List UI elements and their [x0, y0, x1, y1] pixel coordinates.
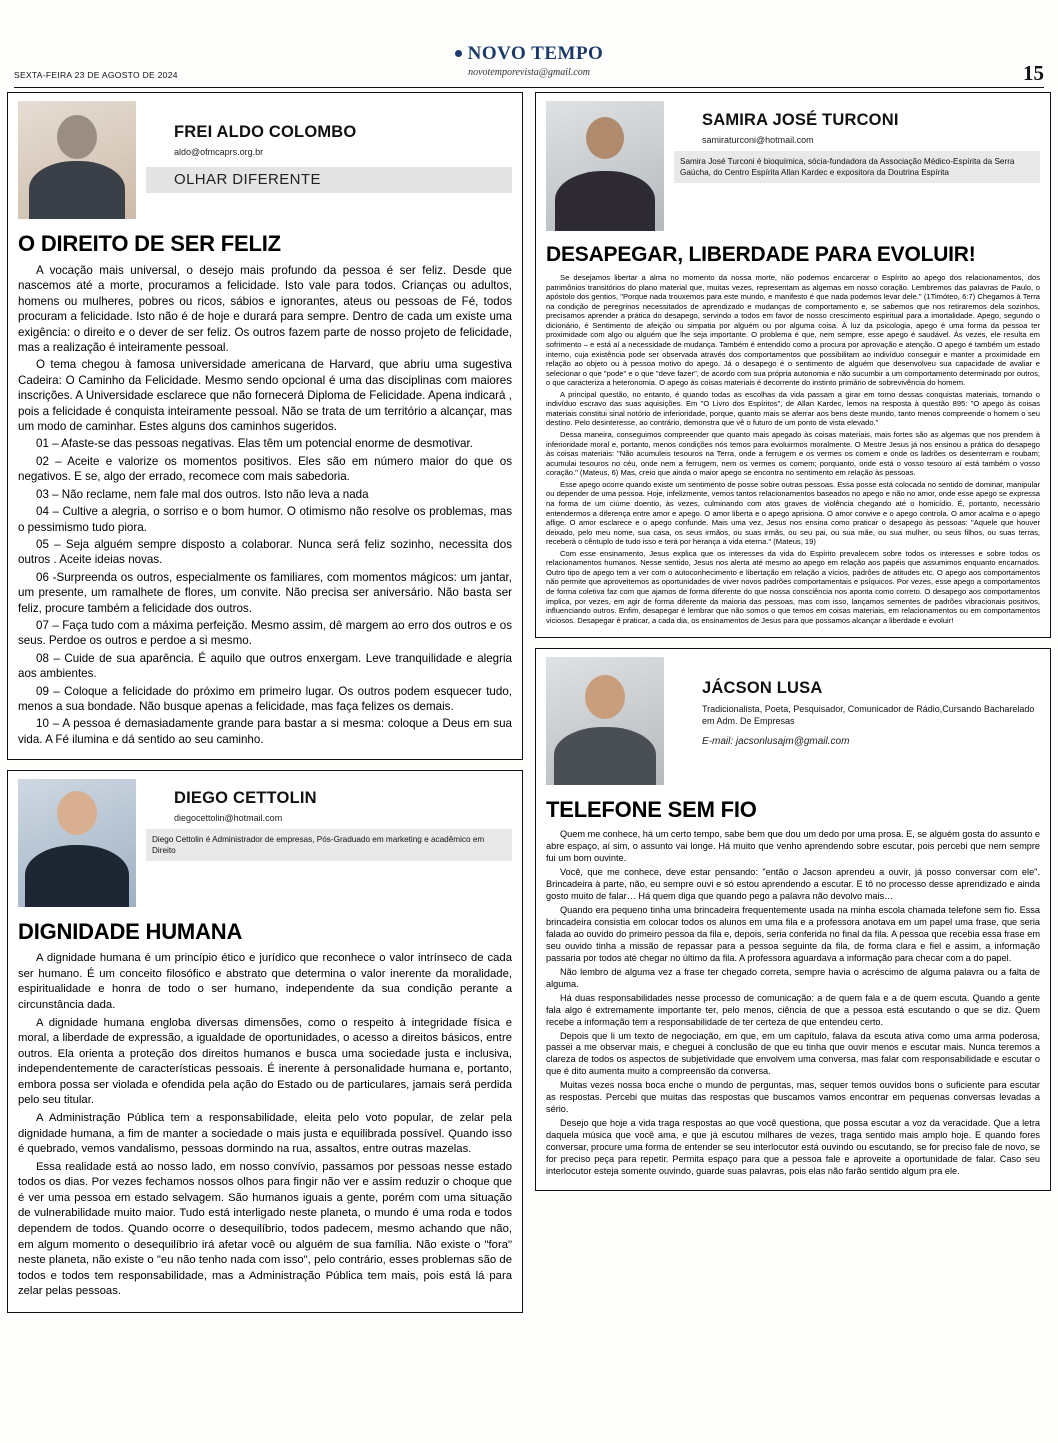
masthead-title-row	[14, 44, 1044, 64]
paragraph: A dignidade humana é um princípio ético e jurídico que reconhece o valor intrínseco de cada ser humano. É um conceito filosófico e abstrato que determina o valor inerente da moralidade, espiritualidade e honra de todo o ser humano, independente da sua condição perante a circunstância dada.	[18, 952, 512, 1011]
paragraph: 10 – A pessoa é demasiadamente grande para bastar a si mesma: coloque a Deus em sua vida. A Fé ilumina e dá sentido ao seu caminho.	[18, 717, 512, 746]
article-turconi	[535, 92, 1051, 638]
author-email: aldo@ofmcaprs.org.br	[174, 147, 264, 157]
author-photo-lusa	[546, 657, 664, 785]
author-info-lusa	[674, 657, 1040, 752]
paragraph: 08 – Cuide de sua aparência. É aquilo que outros enxergam. Leve tranquilidade e alegria aos ambientes.	[18, 651, 512, 681]
masthead-center	[14, 0, 1044, 78]
author-block-cettolin	[18, 779, 512, 907]
article-body-turconi	[546, 273, 1040, 625]
paragraph: Se desejamos libertar a alma no momento da nossa morte, não podemos encarcerar o Espírito ao apego dos relacionamentos, dos patrimônios transitórios do plano material que, muitas vezes, representam as algemas em nosso coração. Lembremos das palavras de Paulo, o apóstolo dos gentios, "Porque nada trouxemos para este mundo, e manifesto é que nada podemos levar dele." (1Timóteo, 6:7) Chegamos à Terra na condição de peregrinos necessitados de aprendizado e mudanças de comportamento e, se sabemos que nos retiraremos dela sozinhos, precisamos aprender a prática do desapego, servindo a todos em favor de nosso crescimento espiritual para a imortalidade. Apego, segundo o dicionário, é Sentimento de afeição ou simpatia por alguém ou por alguma coisa. À luz da psicologia, apego é uma forma da pessoa ter proximidade com algo ou alguém que lhe seja importante. O problema é que, nem sempre, esse apego é saudável. Às vezes, ele resulta em sofrimento – e está aí a necessidade de mudança. Também é entendido como a procura por aprovação e atenção. O apego é também um estado interno, cuja existência pode ser observada através dos comportamentos que possibilitam ao indivíduo conseguir e manter a proximidade em relação ao objeto ou à pessoa motivo do apego. Já o desapego é o sentimento de alguém que desenvolveu sua capacidade de avaliar e selecionar o que "pode" e o que "deve fazer", de acordo com sua própria autonomia e não sucumbir a um comportamento determinado por outros, o que caracteriza a heteronomia. O apego às coisas materiais é decorrente do instinto primário de sobrevivência do homem.	[546, 273, 1040, 388]
publication-title: NOVO TEMPO	[467, 43, 604, 64]
paragraph: A vocação mais universal, o desejo mais profundo da pessoa é ser feliz. Desde que nascemos até a morte, procuramos a felicidade. Isto vale para todos. Crianças ou adultos, homens ou mulheres, pobres ou ricos, sábios e ignorantes, ateus ou pessoas de Fé, todos procuram a felicidade. Isto não é de hoje e durará para sempre. Dentro de cada um existe uma exigência: o direito e o dever de ser feliz. Os outros fazem parte de nosso projeto de felicidade, mas a realização é inteiramente pessoal.	[18, 264, 512, 355]
author-bio: Diego Cettolin é Administrador de empresas, Pós-Graduado em marketing e acadêmico em Direito	[146, 829, 512, 861]
author-block-turconi	[546, 101, 1040, 231]
paragraph: Você, que me conhece, deve estar pensando: "então o Jacson aprendeu a ouvir, já posso conversar com ele". Brincadeira à parte, não, eu sempre ouvi e só estou aprendendo a escutar. E tô no processo desse aprendizado e ainda gosto muito de falar… Há quem diga que quando pego a palavra não devolvo mais…	[546, 867, 1040, 902]
author-email: samiraturconi@hotmail.com	[702, 135, 814, 145]
masthead	[0, 0, 1058, 92]
left-column	[7, 92, 523, 1323]
article-headline: DIGNIDADE HUMANA	[18, 919, 243, 945]
paragraph: 02 – Aceite e valorize os momentos positivos. Eles são em número maior do que os negativos. E se, algo der errado, recomece com mais sabedoria.	[18, 454, 512, 484]
article-headline: TELEFONE SEM FIO	[546, 797, 757, 823]
author-photo-cettolin	[18, 779, 136, 907]
paragraph: Muitas vezes nossa boca enche o mundo de perguntas, mas, sequer temos ouvidos bons o suficiente para escutar as respostas. Percebi que muitas das respostas que buscamos vamos encontrar em pequenas conversas levadas a sério.	[546, 1080, 1040, 1115]
author-email: E-mail: jacsonlusajm@gmail.com	[702, 735, 850, 747]
paragraph: Quem me conhece, há um certo tempo, sabe bem que dou um dedo por uma prosa. E, se alguém gosta do assunto e abre espaço, aí sim, o assunto vai longe. Há muito que venho aprendendo sobre escutar, pois percebi que nem sempre fui um bom ouvinte.	[546, 829, 1040, 864]
author-name: FREI ALDO COLOMBO	[174, 123, 357, 141]
author-email: diegocettolin@hotmail.com	[174, 813, 283, 824]
paragraph: 09 – Coloque a felicidade do próximo em primeiro lugar. Os outros podem esquecer tudo, menos a sua bondade. Não busque apenas a felicidade, mas faça felizes os demais.	[18, 684, 512, 713]
article-colombo	[7, 92, 523, 760]
paragraph: 01 – Afaste-se das pessoas negativas. Elas têm um potencial enorme de desmotivar.	[36, 437, 473, 451]
article-body-lusa	[546, 829, 1040, 1178]
author-bio: Samira José Turconi é bioquímica, sócia-fundadora da Associação Médico-Espírita da Serra Gaúcha, do Centro Espírita Allan Kardec e expositora da Doutrina Espírita	[674, 151, 1040, 183]
author-photo-colombo	[18, 101, 136, 219]
paragraph: Há duas responsabilidades nesse processo de comunicação: a de quem fala e a de quem escuta. Quando a gente fala algo é extremamente importante ter, pelo menos, ciência de que a pessoa está escutando o que se diz. Quem recebe a informação tem a responsabilidade de ter certeza de que entendeu certo.	[546, 992, 1040, 1027]
paragraph: A principal questão, no entanto, é quando todas as escolhas da vida passam a girar em torno dessas conquistas materiais, tornando o indivíduo escravo das suas aquisições. Em "O Livro dos Espíritos", de Allan Kardec, lemos na resposta à questão 895: "O apego às coisas materiais constitui sinal notório de inferioridade, porque, quanto mais se aferrar aos bens deste mundo, tanto menos compreende o homem o seu destino. Pelo desinteresse, ao contrário, demonstra que vê o futuro de um ponto de vista elevado."	[546, 389, 1040, 428]
paragraph: Não lembro de alguma vez a frase ter chegado correta, sempre havia o acréscimo de alguma palavra ou a falta de alguma.	[546, 966, 1040, 989]
paragraph: Quando era pequeno tinha uma brincadeira frequentemente usada na minha escola chamada telefone sem fio. Essa brincadeira consistia em colocar todos os alunos em uma fila e a professora anotava em um papel uma frase, que seria falada ao ouvido do primeiro pessoa da fila e, depois, seria conferida no final da fila. A pessoa que recebia essa frase em seu ouvido tinha a missão de repassar para a pessoa seguinte da fila, de forma clara e fiel e assim, a informação passaria por todos até chegar no último da fila. A professora aguardava a informação para checar com a do papel.	[546, 904, 1040, 963]
article-body-cettolin	[18, 951, 512, 1300]
author-photo-turconi	[546, 101, 664, 231]
article-lusa	[535, 648, 1051, 1191]
paragraph: A dignidade humana engloba diversas dimensões, como o respeito à integridade física e moral, a liberdade de expressão, a igualdade de oportunidades, o acesso a direitos básicos, entre outros. Ela orienta a proteção dos direitos humanos e busca uma sociedade justa e inclusiva, independentemente de características pessoais. É inerente à personalidade humana e, portanto, embora possa ser violada e ofendida pela ação do Estado ou de particulares, jamais será perdida pelo seu titular.	[18, 1016, 512, 1107]
author-block-colombo	[18, 101, 512, 219]
article-body-colombo	[18, 263, 512, 747]
page-number: 15	[1023, 61, 1044, 85]
paragraph: 03 – Não reclame, nem fale mal dos outros. Isto não leva a nada	[36, 487, 369, 501]
section-label: OLHAR DIFERENTE	[146, 167, 512, 193]
author-name: SAMIRA JOSÉ TURCONI	[702, 111, 899, 129]
paragraph: Esse apego ocorre quando existe um sentimento de posse sobre outras pessoas. Essa posse está colocada no sentido de dominar, manipular ou depender de uma pessoa. Hoje, infelizmente, vemos tantos relacionamentos baseados no apego e não no amor, onde esse apego se expressa na forma de um ciúme doentio, às vezes, culminando com atos graves de violência chegando até o homicídio. É, portanto, necessário entendermos a diferença entre amor e apego. O amor liberta e o apego aprisiona. O amor convive e o apego controla. O amor acalma e o apego aflige. O amor esclarece e o apego confunde. Mais uma vez, Jesus nos ensina como praticar o desapego às pessoas: "Aquele que houver deixado, pelo meu nome, sua casa, os seus irmãos, ou suas irmãs, ou seu pai, ou sua mãe, ou sua mulher, ou seus filhos, ou suas terras, receberá o cêntuplo de tudo isso e terá por herança a vida eterna." (Mateus, 19)	[546, 479, 1040, 547]
paragraph: 06 -Surpreenda os outros, especialmente os familiares, com momentos mágicos: um jantar, um presente, um ramalhete de flores, um convite. Não precisa ser aniversário. Não basta ser feliz, procure também a felicidade dos outros.	[18, 570, 512, 615]
paragraph: 07 – Faça tudo com a máxima perfeição. Mesmo assim, dê margem ao erro dos outros e os seus. Perdoe os outros e perdoe a si mesmo.	[18, 618, 512, 648]
paragraph: A Administração Pública tem a responsabilidade, eleita pelo voto popular, de zelar pela dignidade humana, a fim de manter a sociedade o mais justa e equilibrada possível. Quando isso é quebrado, vemos vandalismo, pessoas dormindo na rua, assaltos, entre outras mazelas.	[18, 1111, 512, 1156]
page-grid	[0, 92, 1058, 1323]
publication-email: novotemporevista@gmail.com	[468, 67, 590, 78]
article-headline: O DIREITO DE SER FELIZ	[18, 231, 281, 256]
author-block-lusa	[546, 657, 1040, 785]
author-info-turconi	[674, 101, 1040, 183]
issue-date: SEXTA-FEIRA 23 DE AGOSTO DE 2024	[14, 70, 178, 80]
author-info-cettolin	[146, 779, 512, 861]
author-name: JÁCSON LUSA	[702, 679, 823, 698]
author-name: DIEGO CETTOLIN	[174, 789, 317, 808]
article-cettolin	[7, 770, 523, 1313]
paragraph: Essa realidade está ao nosso lado, em nosso convívio, passamos por pessoas nesse estado todos os dias. Por vezes fechamos nossos olhos para fingir não ver e assim reduzir o choque que é ver uma pessoa em estado selvagem. São humanos iguais a gente, porém com uma situação de vulnerabilidade muito maior. Tudo está interligado neste planeta, o mundo é uma roda e todos dependem de todos. Quando ocorre o desequilíbrio, todos padecem, mesmo achando que não, em algum momento o desequilíbrio irá afetar você ou alguém de sua família. Não existe o "fora" neste planeta, não existe o "eu não tenho nada com isso", pelo contrário, esses problemas são de todos e todos tem responsabilidade, mas a Administração Pública tem mais, pois está lá para zelar pelas pessoas.	[18, 1160, 512, 1298]
paragraph: Com esse ensinamento, Jesus explica que os interesses da vida do Espírito prevalecem sobre todos os interesses e sobre todos os relacionamentos humanos. Nesse sentido, Jesus nos alerta até mesmo ao apego em relação aos papéis que assumimos enquanto encarnados. Outro tipo de apego tem a ver com o autoconhecimento e libertação em relação a vícios, padrões de atitudes etc. O apego aos comportamentos não permite que aproveitemos as oportunidades de viver novos padrões comportamentais e psíquicos. Por vezes, esse apego a comportamentos de forma coletiva faz com que ajamos de forma diferente do que nossa consciência nos aponta como correto. O desapego aos comportamentos implica, por vezes, em agir de forma diferente da maioria das pessoas, mas com isso, lançamos sementes de padrões vibracionais positivos, influenciando outros. Enfim, desapegar é lembrar que não somos o que temos em coisas materiais, em relacionamentos ou em comportamentos viciosos. Desapegar é praticar, a cada dia, os ensinamentos de Jesus para que possamos alcançar a liberdade e evoluir!	[546, 548, 1040, 625]
article-headline: DESAPEGAR, LIBERDADE PARA EVOLUIR!	[546, 243, 976, 266]
author-bio: Tradicionalista, Poeta, Pesquisador, Comunicador de Rádio,Cursando Bacharelado em Adm. De Empresas	[702, 704, 1035, 727]
paragraph: 04 – Cultive a alegria, o sorriso e o bom humor. O otimismo não resolve os problemas, mas o pessimismo tudo piora.	[18, 505, 512, 534]
paragraph: O tema chegou à famosa universidade americana de Harvard, que abriu uma sugestiva Cadeira: O Caminho da Felicidade. Mesmo sendo opcional é uma das disciplinas com maiores inscrições. A Universidade esclarece que não fornecerá Diploma de Felicidade. Apena indicará , pois a felicidade é conquista inteiramente pessoal. Não se trata de um território a alcançar, mas um modo de caminhar. Estes alguns dos caminhos sugeridos.	[18, 358, 512, 434]
masthead-divider	[14, 87, 1044, 88]
paragraph: Desejo que hoje a vida traga respostas ao que você questiona, que possa escutar a voz da veracidade. Que a letra daquela música que você ama, e que já escutou milhares de vezes, traga sentido mais amplo hoje. E quando fores conversar, procure uma forma de entender se seu interlocutor está ouvindo ou escutando, se for preciso fale de novo, se for preciso peça para repetir. Permita espaço para que a pessoa fale e aproveite a oportunidade de falar. Caso seu interlocutor esteja somente ouvindo, guarde suas palavras, pois elas não farão sentido algum pra ele.	[546, 1118, 1040, 1176]
right-column	[535, 92, 1051, 1323]
paragraph: 05 – Seja alguém sempre disposto a colaborar. Nunca será feliz sozinho, necessita dos outros . Aceite ideias novas.	[18, 537, 512, 567]
paragraph: Dessa maneira, conseguimos compreender que quanto mais apegado às coisas materiais, mais fortes são as algemas que nos prendem à inferioridade moral e, portanto, menos condições nós temos para evoluirmos moralmente. O Mestre Jesus já nos ensinou a prática do desapego às coisas materiais: "Não acumuleis tesouros na Terra, onde a ferrugem e os vermes os comem e onde os ladrões os desenterram e roubam; acumulai tesouros no céu, onde nem a ferrugem, nem os vermes os comem; porquanto, onde está o vosso tesouro aí está também o vosso coração." (Mateus, 6) Mas, creio que ainda o maior apego se encontra no sentimento em relação às pessoas.	[546, 430, 1040, 478]
author-info-colombo	[146, 101, 512, 193]
paragraph: Depois que li um texto de negociação, em que, em um capítulo, falava da escuta ativa como uma arma poderosa, passei a me observar mais, e cheguei à conclusão de que eu tinha que ouvir menos e escutar mais. Nunca teremos a clareza de todos os aspectos de subjetividade que envolvem uma conversa, mas falar com responsabilidade e escutar o que é dito aumenta muito a compreensão da conversa.	[546, 1030, 1040, 1077]
bullet-icon	[455, 50, 462, 57]
